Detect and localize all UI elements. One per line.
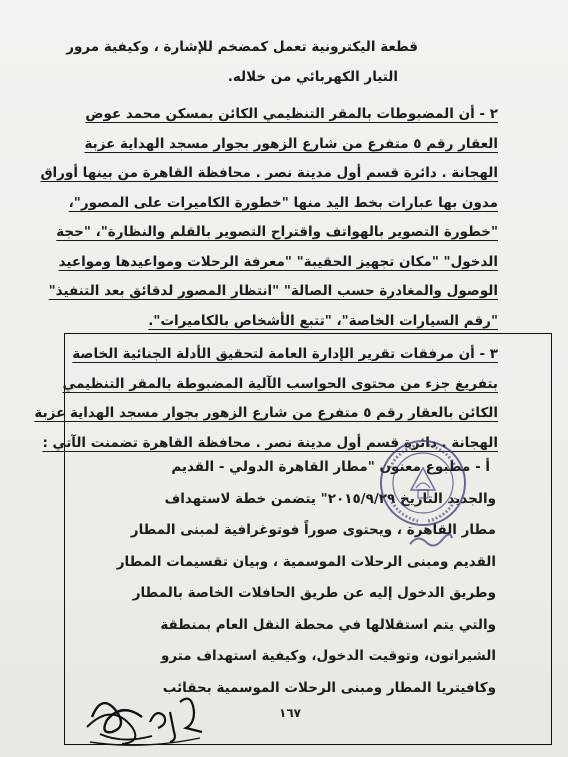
paragraph-line: قطعة اليكترونية تعمل كمضخم للإشارة ، وكيفية مرور <box>66 39 418 55</box>
paragraph-line: ٢ - أن المضبوطات بالمقر التنظيمي الكائن بمسكن محمد عوض <box>85 106 498 122</box>
paragraph-line: والجديد التاريخ ٢٠١٥/٩/٢٩" يتضمن خطة لاستهداف <box>164 490 496 507</box>
paragraph-line: بتفريغ جزء من محتوى الحواسب الآلية المضبوطة بالمقر التنظيمي <box>62 375 498 392</box>
paragraph-line: الدخول" "مكان تجهيز الحقيبة" "معرفة الرحلات ومواعيدها ومواعيد <box>58 253 498 270</box>
paragraph-line: وطريق الدخول إليه عن طريق الحافلات الخاصة بالمطار <box>132 585 496 601</box>
paragraph-line: الوصول والمغادرة حسب الصالة" "انتظار المصور لدقائق بعد التنفيذ" <box>48 283 498 299</box>
paragraph-line: مدون بها عبارات بخط اليد منها "خطورة الكاميرات على المصور"، <box>68 194 498 211</box>
handwritten-signature <box>82 672 212 752</box>
item-2-paragraph <box>40 100 498 336</box>
paragraph-line: أ - مطبوع معنون "مطار القاهرة الدولي - القديم <box>171 459 490 475</box>
paragraph-line: ٣ - أن مرفقات تقرير الإدارة العامة لتحقيق الأدلة الجنائية الخاصة <box>72 346 498 362</box>
paragraph-line: الشيراتون، وتوقيت الدخول، وكيفية استهداف مترو <box>160 648 496 664</box>
paragraph-line: "خطورة التصوير بالهواتف واقتراح التصوير بالقلم والنظارة"، "حجة <box>56 224 498 240</box>
top-paragraph <box>58 32 418 92</box>
paragraph-line: الكائن بالعقار رقم ٥ متفرع من شارع الزهور بجوار مسجد الهداية عزبة <box>34 405 498 421</box>
stamp-mark <box>406 532 456 548</box>
paragraph-line: التيار الكهربائي من خلاله. <box>227 69 398 85</box>
paragraph-line: والتي يتم استقلالها في محطة النقل العام بمنطقة <box>160 616 496 633</box>
paragraph-line: القديم ومبنى الرحلات الموسمية ، وبيان تقسيمات المطار <box>116 553 496 570</box>
paragraph-line: الهجانة . دائرة قسم أول مدينة نصر . محافظة القاهرة تضمنت الآتي : <box>42 434 498 451</box>
paragraph-line: "رقم السيارات الخاصة"، "تتبع الأشخاص بالكاميرات". <box>148 312 498 329</box>
official-stamp <box>378 438 468 528</box>
paragraph-line: العقار رقم ٥ متفرع من شارع الزهور بجوار مسجد الهداية عزبة <box>84 135 498 152</box>
paragraph-line: مطار القاهرة ، ويحتوى صوراً فوتوغرافية لمبنى المطار <box>130 522 496 538</box>
paragraph-line: الهجانة . دائرة قسم أول مدينة نصر . محافظة القاهرة من بينها أوراق <box>40 165 498 181</box>
paragraph-line: وكافيتريا المطار ومبنى الرحلات الموسمية بحقائب <box>162 679 496 696</box>
page-number: ١٦٧ <box>279 706 301 720</box>
